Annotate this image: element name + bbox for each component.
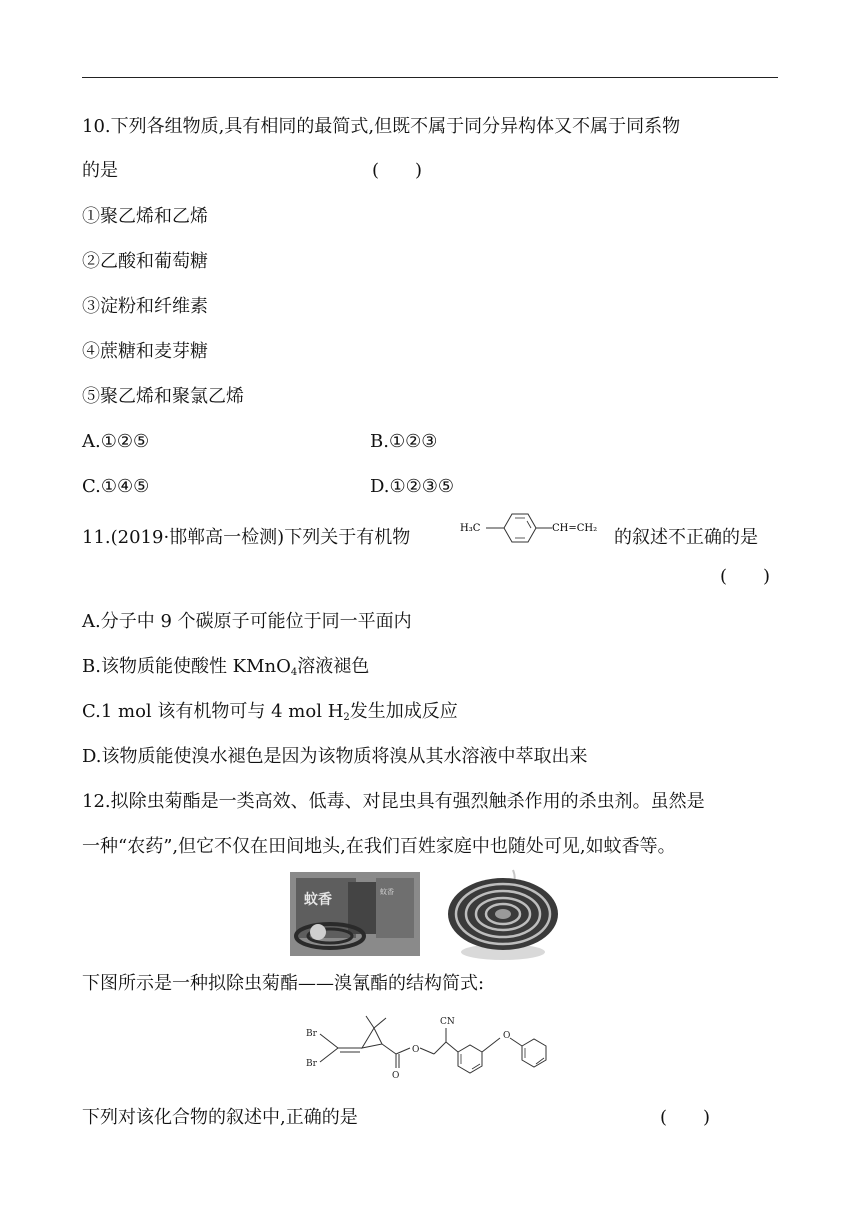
q10-item-1: ①聚乙烯和乙烯	[82, 206, 208, 227]
q11-stem-post: 的叙述不正确的是	[614, 527, 758, 548]
q11-struct-left-label: H₃C	[460, 523, 481, 534]
mosquito-coil-image	[445, 862, 560, 962]
q10-answer-paren: ( )	[372, 160, 423, 181]
q11-methylstyrene-structure	[460, 510, 612, 546]
struct-o-ester: O	[412, 1045, 420, 1055]
box-label-text: 蚊香	[304, 892, 332, 908]
q12-stem-line2: 一种“农药”,但它不仅在田间地头,在我们百姓家庭中也随处可见,如蚊香等。	[82, 836, 676, 857]
q10-stem-line2: 的是	[82, 160, 118, 181]
q10-option-d: D.①②③⑤	[370, 476, 455, 497]
mosquito-coil-box-image	[290, 872, 420, 956]
svg-text:蚊香: 蚊香	[380, 888, 394, 896]
q10-item-5: ⑤聚乙烯和聚氯乙烯	[82, 386, 244, 407]
q12-answer-paren: ( )	[660, 1107, 711, 1128]
q10-item-2: ②乙酸和葡萄糖	[82, 251, 208, 272]
q10-item-4: ④蔗糖和麦芽糖	[82, 341, 208, 362]
struct-o-carbonyl: O	[392, 1071, 400, 1081]
header-rule	[82, 77, 778, 78]
q11-answer-paren: ( )	[720, 566, 771, 587]
q11-option-b: B.该物质能使酸性 KMnO$_4$溶液褪色	[82, 656, 370, 678]
struct-cn: CN	[440, 1017, 455, 1027]
q10-option-a: A.①②⑤	[82, 431, 150, 452]
q12-stem-line1: 12.拟除虫菊酯是一类高效、低毒、对昆虫具有强烈触杀作用的杀虫剂。虽然是	[82, 791, 705, 812]
q11-option-d: D.该物质能使溴水褪色是因为该物质将溴从其水溶液中萃取出来	[82, 746, 588, 767]
q10-item-3: ③淀粉和纤维素	[82, 296, 208, 317]
q11-stem-pre: 11.(2019·邯郸高一检测)下列关于有机物	[82, 527, 411, 548]
q12-question: 下列对该化合物的叙述中,正确的是	[82, 1107, 358, 1128]
q10-option-c: C.①④⑤	[82, 476, 150, 497]
deltamethrin-structure	[300, 1012, 565, 1084]
struct-o-ether: O	[503, 1031, 511, 1041]
q11-option-c: C.1 mol 该有机物可与 4 mol $H_2$发生加成反应	[82, 701, 458, 723]
q11-option-a: A.分子中 9 个碳原子可能位于同一平面内	[82, 611, 412, 632]
struct-br-bottom: Br	[306, 1059, 317, 1069]
q12-structure-intro: 下图所示是一种拟除虫菊酯——溴氰酯的结构简式:	[82, 973, 485, 994]
q10-option-b: B.①②③	[370, 431, 438, 452]
q10-stem-line1: 10.下列各组物质,具有相同的最简式,但既不属于同分异构体又不属于同系物	[82, 116, 681, 137]
q11-struct-right-label: CH=CH₂	[552, 523, 598, 534]
struct-br-top: Br	[306, 1029, 317, 1039]
